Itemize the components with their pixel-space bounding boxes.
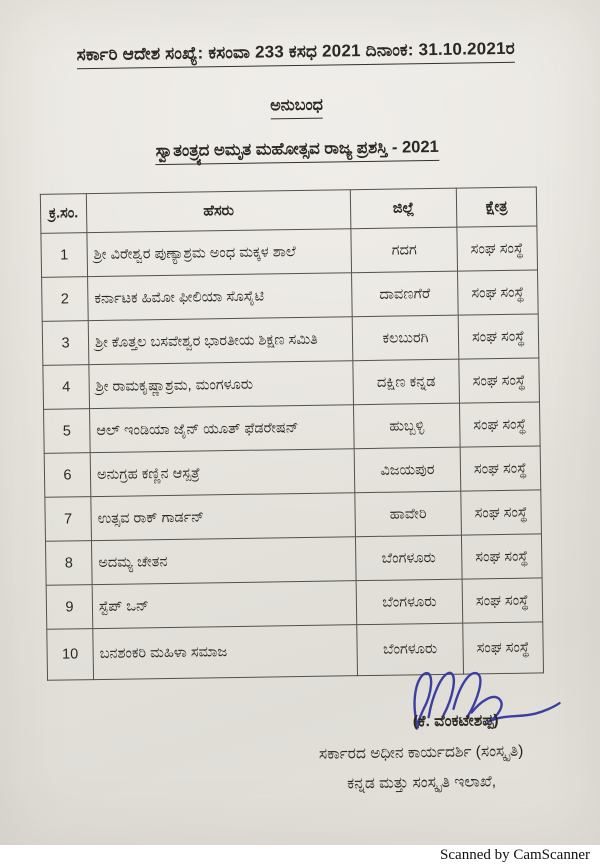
cell-field: ಸಂಘ ಸಂಸ್ಥೆ: [458, 270, 539, 315]
column-header-district: ಜಿಲ್ಲೆ: [350, 188, 457, 229]
cell-field: ಸಂಘ ಸಂಸ್ಥೆ: [457, 226, 538, 271]
cell-district: ಗದಗ: [351, 227, 458, 273]
cell-field: ಸಂಘ ಸಂಸ್ಥೆ: [461, 534, 542, 579]
cell-name: ಶ್ರೀ ಕೊತ್ತಲ ಬಸವೇಶ್ವರ ಭಾರತೀಯ ಶಿಕ್ಷಣ ಸಮಿತಿ: [88, 317, 353, 365]
column-header-field: ಕ್ಷೇತ್ರ: [456, 187, 537, 227]
cell-district: ಹುಬ್ಬಳ್ಳಿ: [353, 403, 460, 449]
table-row: [46, 578, 543, 629]
signatory-department: ಕನ್ನಡ ಮತ್ತು ಸಂಸ್ಕೃತಿ ಇಲಾಖೆ,: [347, 773, 497, 793]
cell-slno: 4: [43, 365, 90, 410]
cell-name: ಕರ್ನಾಟಕ ಹಿಮೋ ಫೀಲಿಯಾ ಸೊಸೈಟಿ: [88, 273, 353, 321]
cell-name: ಉತ್ಸವ ರಾಕ್ ಗಾರ್ಡನ್: [91, 493, 356, 541]
cell-slno: 2: [42, 277, 89, 322]
cell-slno: 3: [42, 321, 89, 366]
order-number-line: [14, 38, 578, 70]
annexure-text: ಅನುಬಂಧ: [270, 97, 323, 120]
cell-slno: 1: [41, 233, 88, 278]
handwritten-signature-ink: [401, 661, 562, 751]
cell-district: ಬೆಂಗಳೂರು: [357, 623, 464, 676]
column-header-name: ಹೆಸರು: [86, 190, 351, 233]
cell-field: ಸಂಘ ಸಂಸ್ಥೆ: [459, 358, 540, 403]
cell-field: ಸಂಘ ಸಂಸ್ಥೆ: [462, 578, 543, 623]
cell-name: ಬನಶಂಕರಿ ಮಹಿಳಾ ಸಮಾಜ: [93, 625, 358, 680]
annexure-heading: [0, 93, 597, 124]
cell-district: ಕಲಬುರಗಿ: [352, 315, 459, 361]
awardees-table: [40, 186, 544, 680]
signature-block: [5, 673, 600, 845]
cell-district: ಬೆಂಗಳೂರು: [356, 579, 463, 625]
page-title-text: ಸ್ವಾತಂತ್ರ್ಯದ ಅಮೃತ ಮಹೋತ್ಸವ ರಾಜ್ಯ ಪ್ರಶಸ್ತಿ - 2021: [156, 138, 439, 165]
cell-field: ಸಂಘ ಸಂಸ್ಥೆ: [461, 490, 542, 535]
cell-slno: 10: [47, 629, 94, 681]
cell-name: ಶ್ರೀ ರಾಮಕೃಷ್ಣಾಶ್ರಮ, ಮಂಗಳೂರು: [89, 361, 354, 409]
cell-name: ಸ್ಟೆಪ್ ಒನ್: [92, 581, 357, 629]
column-header-slno: ಕ್ರ.ಸಂ.: [40, 194, 87, 234]
cell-name: ಅದಮ್ಯ ಚೇತನ: [91, 537, 356, 585]
table-row: [43, 358, 540, 409]
table-row: [42, 270, 539, 321]
cell-name: ಅನುಗ್ರಹ ಕಣ್ಣಿನ ಆಸ್ಪತ್ರೆ: [90, 449, 355, 497]
table-row: [41, 226, 538, 277]
table-row: [45, 534, 542, 585]
table-row: [44, 446, 541, 497]
cell-name: ಶ್ರೀ ವಿರೇಶ್ವರ ಪುಣ್ಯಾಶ್ರಮ ಅಂಧ ಮಕ್ಕಳ ಶಾಲೆ: [87, 229, 352, 277]
cell-district: ಹಾವೇರಿ: [355, 491, 462, 537]
camscanner-watermark: Scanned by CamScanner: [440, 847, 590, 863]
cell-field: ಸಂಘ ಸಂಸ್ಥೆ: [458, 314, 539, 359]
cell-slno: 6: [44, 453, 91, 498]
camscanner-footer-strip: [0, 845, 600, 866]
page-title: [0, 136, 597, 168]
cell-slno: 8: [45, 541, 92, 586]
cell-field: ಸಂಘ ಸಂಸ್ಥೆ: [459, 402, 540, 447]
cell-district: ದಾವಣಗೆರೆ: [352, 271, 459, 317]
cell-slno: 5: [44, 409, 91, 454]
cell-district: ದಕ್ಷಿಣ ಕನ್ನಡ: [353, 359, 460, 405]
cell-slno: 9: [46, 585, 93, 630]
table-row: [44, 402, 541, 453]
cell-field: ಸಂಘ ಸಂಸ್ಥೆ: [463, 622, 544, 674]
cell-district: ಬೆಂಗಳೂರು: [355, 535, 462, 581]
table-row: [42, 314, 539, 365]
cell-district: ವಿಜಯಪುರ: [354, 447, 461, 493]
cell-name: ಆಲ್ ಇಂಡಿಯಾ ಜೈನ್ ಯೂತ್ ಫೆಡರೇಷನ್: [90, 405, 355, 453]
table-row: [45, 490, 542, 541]
signatory-name: (ಕೆ. ವೆಂಕಟೇಶಪ್ಪ): [412, 712, 499, 731]
signatory-designation: ಸರ್ಕಾರದ ಅಧೀನ ಕಾರ್ಯದರ್ಶಿ (ಸಂಸ್ಕೃತಿ): [318, 742, 524, 763]
cell-field: ಸಂಘ ಸಂಸ್ಥೆ: [460, 446, 541, 491]
cell-slno: 7: [45, 497, 92, 542]
order-number-text: ಸರ್ಕಾರಿ ಆದೇಶ ಸಂಖ್ಯೆ: ಕಸಂವಾ 233 ಕಸಧ 2021 ದಿನಾಂಕ: 31.10.2021ರ: [76, 39, 515, 69]
